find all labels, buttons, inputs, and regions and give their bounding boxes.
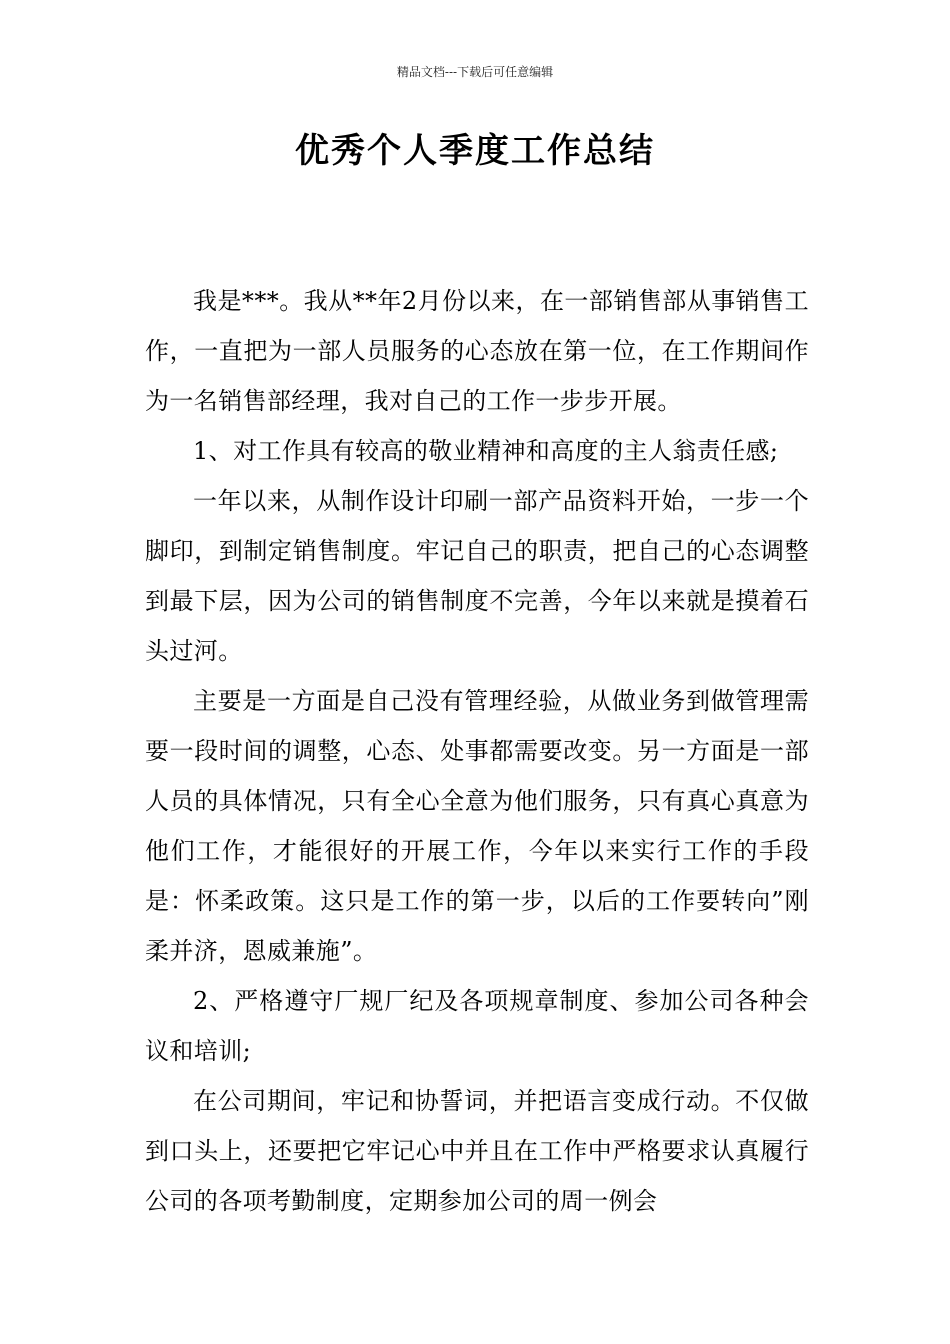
page-header: 精品文档---下载后可任意编辑: [396, 65, 554, 79]
paragraph-point-1-heading: 1、对工作具有较高的敬业精神和高度的主人翁责任感;: [193, 437, 779, 465]
paragraph-point-1-detail: 一年以来，从制作设计印刷一部产品资料开始，一步一个脚印，到制定销售制度。牢记自己的职责，把自己的心态调整到最下层，因为公司的销售制度不完善，今年以来就是摸着石头过河。: [145, 487, 809, 665]
document-title: 优秀个人季度工作总结: [295, 131, 655, 171]
paragraph-management: 主要是一方面是自己没有管理经验，从做业务到做管理需要一段时间的调整，心态、处事都需要改变。另一方面是一部人员的具体情况，只有全心全意为他们服务，只有真心真意为他们工作，才能很好的开展工作，今年以来实行工作的手段是：怀柔政策。这只是工作的第一步，以后的工作要转向”刚柔并济，恩威兼施”。: [145, 687, 809, 965]
paragraph-intro: 我是***。我从**年2月份以来，在一部销售部从事销售工作，一直把为一部人员服务的心态放在第一位，在工作期间作为一名销售部经理，我对自己的工作一步步开展。: [145, 287, 809, 415]
document-body: [145, 276, 809, 1226]
paragraph-point-2-heading: 2、严格遵守厂规厂纪及各项规章制度、参加公司各种会议和培训;: [145, 987, 809, 1065]
paragraph-point-2-detail: 在公司期间，牢记和协誓词，并把语言变成行动。不仅做到口头上，还要把它牢记心中并且在工作中严格要求认真履行公司的各项考勤制度，定期参加公司的周一例会: [145, 1087, 809, 1215]
